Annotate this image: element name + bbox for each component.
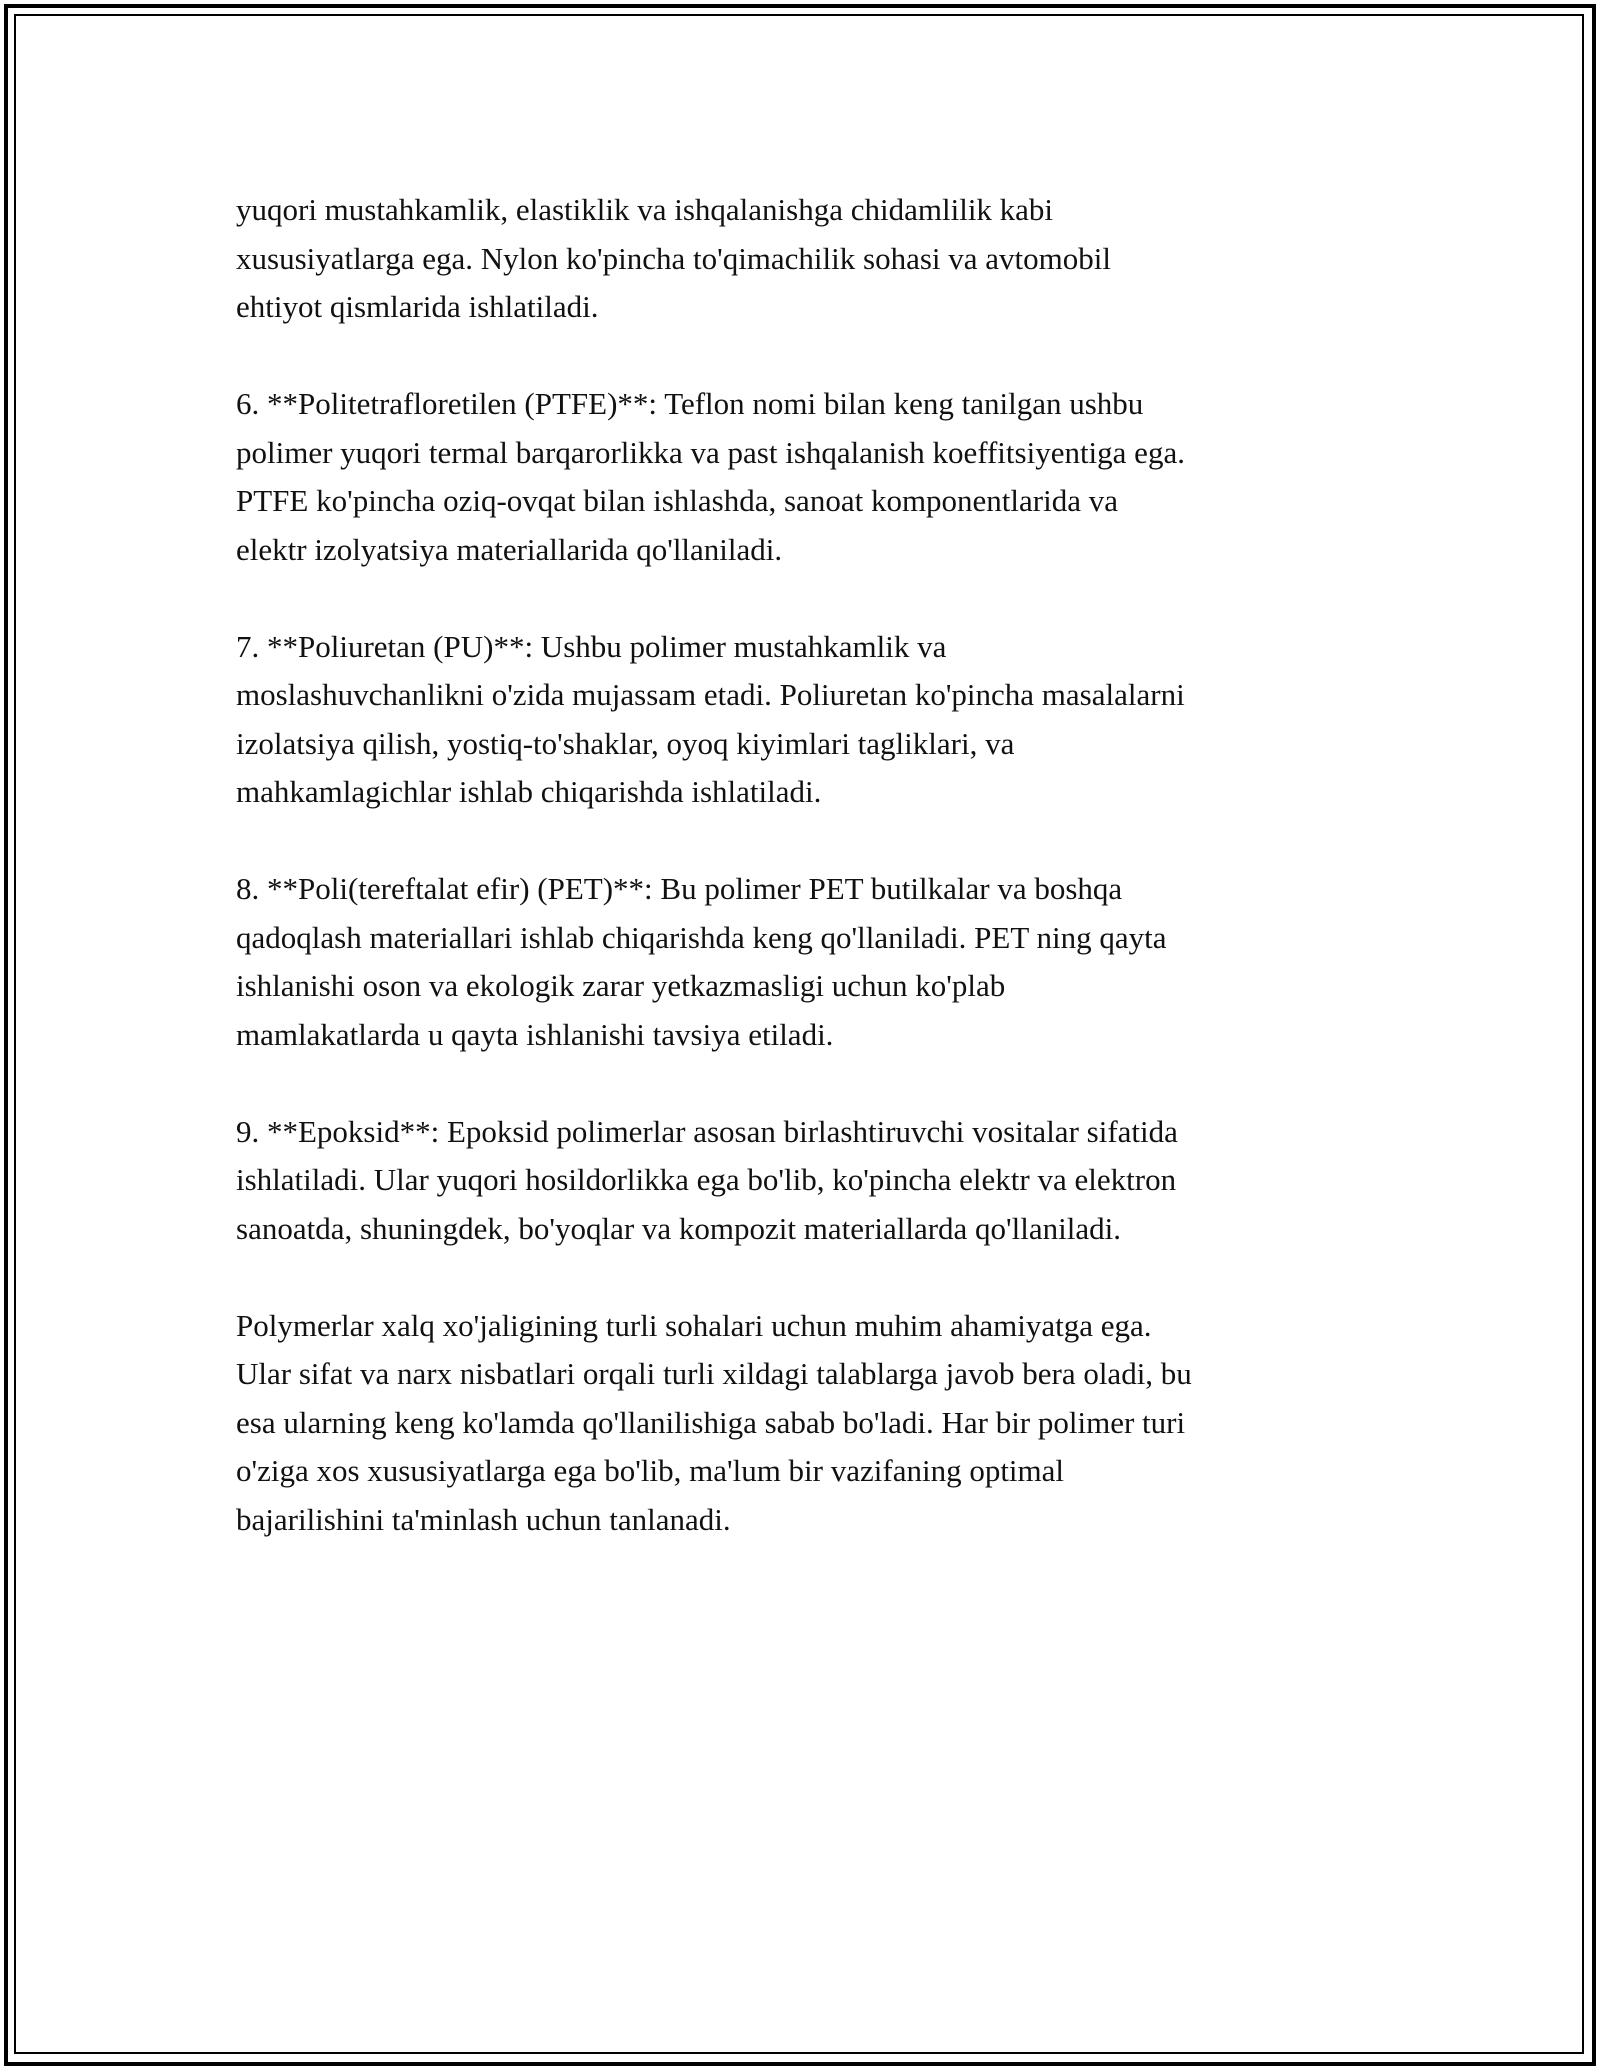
paragraph-polyurethane: 7. **Poliuretan (PU)**: Ushbu polimer mustahkamlik va moslashuvchanlikni o'zida mujassam etadi. Poliuretan ko'pincha masalalarni izolatsiya qilish, yostiq-to'shaklar, oyoq kiyimlari tagliklari, va mahkamlagichlar ishlab chiqarishda ishlatiladi.	[236, 628, 1185, 809]
paragraph-conclusion: Polymerlar xalq xo'jaligining turli sohalari uchun muhim ahamiyatga ega. Ular sifat va narx nisbatlari orqali turli xildagi talablarga javob bera oladi, bu esa ularning keng ko'lamda qo'llanilishiga sabab bo'ladi. Har bir polimer turi o'ziga xos xususiyatlarga ega bo'lib, ma'lum bir vazifaning optimal bajarilishini ta'minlash uchun tanlanadi.	[236, 1307, 1192, 1537]
paragraph-ptfe: 6. **Politetrafloretilen (PTFE)**: Teflon nomi bilan keng tanilgan ushbu polimer yuqori termal barqarorlikka va past ishqalanish koeffitsiyentiga ega. PTFE ko'pincha oziq-ovqat bilan ishlashda, sanoat komponentlarida va elektr izolyatsiya materiallarida qo'llaniladi.	[236, 386, 1185, 567]
paragraph-pet: 8. **Poli(tereftalat efir) (PET)**: Bu polimer PET butilkalar va boshqa qadoqlash materiallari ishlab chiqarishda keng qo'llaniladi. PET ning qayta ishlanishi oson va ekologik zarar yetkazmasligi uchun ko'plab mamlakatlarda u qayta ishlanishi tavsiya etiladi.	[236, 871, 1167, 1052]
paragraph-epoxy: 9. **Epoksid**: Epoksid polimerlar asosan birlashtiruvchi vositalar sifatida ishlatiladi. Ular yuqori hosildorlikka ega bo'lib, ko'pincha elektr va elektron sanoatda, shuningdek, bo'yoqlar va kompozit materiallarda qo'llaniladi.	[236, 1113, 1178, 1246]
document-body	[236, 186, 1386, 1593]
paragraph-nylon-continued: yuqori mustahkamlik, elastiklik va ishqalanishga chidamlilik kabi xususiyatlarga ega. Nylon ko'pincha to'qimachilik sohasi va avtomobil ehtiyot qismlarida ishlatiladi.	[236, 192, 1111, 324]
